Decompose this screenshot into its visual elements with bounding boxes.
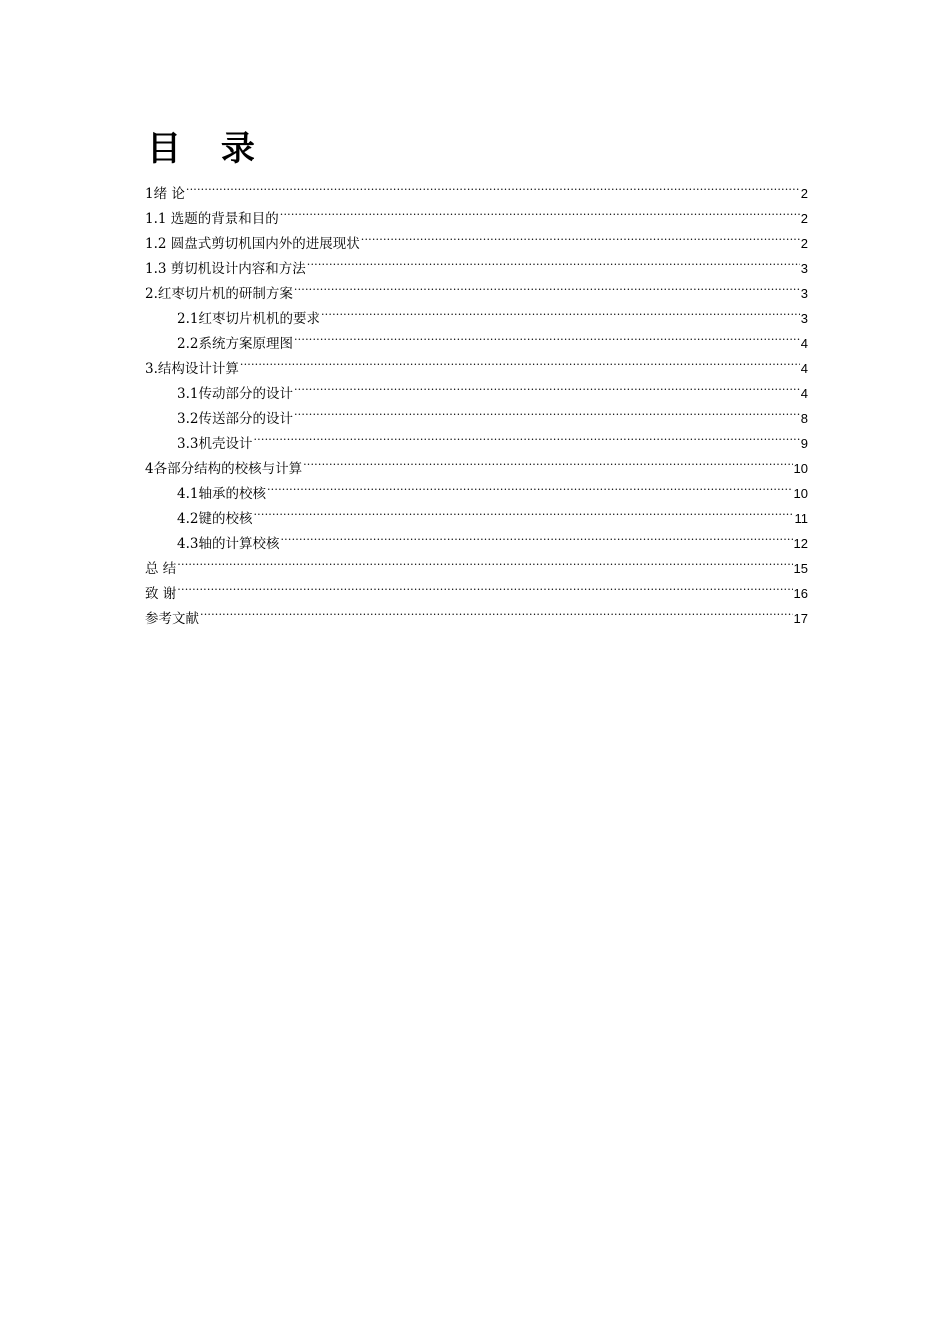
toc-page-number: 2	[800, 186, 808, 201]
toc-page-number: 9	[800, 436, 808, 451]
toc-dot-leader	[280, 523, 792, 548]
toc-dot-leader	[294, 398, 800, 423]
toc-entry-text: 1.2 圆盘式剪切机国内外的进展现状	[145, 236, 360, 252]
toc-dot-leader	[177, 573, 792, 598]
toc-entry-text: 参考文献	[145, 611, 199, 627]
toc-dot-leader	[307, 248, 800, 273]
toc-dot-leader	[294, 323, 800, 348]
toc-entry-text: 1.1 选题的背景和目的	[145, 211, 279, 227]
toc-dot-leader	[186, 173, 800, 198]
toc-entry[interactable]	[145, 173, 808, 202]
toc-page-number: 4	[800, 336, 808, 351]
toc-page-number: 10	[793, 486, 808, 501]
toc-dot-leader	[294, 273, 800, 298]
toc-entry-text: 2.2系统方案原理图	[177, 336, 293, 352]
toc-page-number: 8	[800, 411, 808, 426]
toc-page-number: 2	[800, 211, 808, 226]
toc-dot-leader	[240, 348, 800, 373]
toc-entry-text: 致 谢	[145, 586, 177, 602]
toc-entry-text: 2.1红枣切片机机的要求	[177, 311, 320, 327]
toc-entry-text: 4各部分结构的校核与计算	[145, 461, 303, 477]
toc-dot-leader	[294, 373, 800, 398]
toc-dot-leader	[200, 598, 793, 623]
toc-entry-text: 3.3机壳设计	[177, 436, 253, 452]
toc-entry[interactable]	[145, 548, 808, 577]
toc-page-number: 4	[800, 361, 808, 376]
toc-entry-text: 3.1传动部分的设计	[177, 386, 293, 402]
toc-page-number: 15	[793, 561, 808, 576]
toc-dot-leader	[361, 223, 800, 248]
toc-entry-text: 3.结构设计计算	[145, 361, 239, 377]
toc-entry[interactable]	[145, 373, 808, 402]
toc-dot-leader	[321, 298, 800, 323]
toc-page-number: 16	[793, 586, 808, 601]
toc-entry-text: 4.2键的校核	[177, 511, 253, 527]
toc-entry-text: 4.1轴承的校核	[177, 486, 266, 502]
toc-entry-text: 3.2传送部分的设计	[177, 411, 293, 427]
toc-entry-text: 4.3轴的计算校核	[177, 536, 280, 552]
toc-entry[interactable]	[145, 598, 808, 627]
toc-entry-text: 总 结	[145, 561, 177, 577]
toc-dot-leader	[303, 448, 792, 473]
toc-entry[interactable]	[145, 198, 808, 227]
toc-dot-leader	[280, 198, 800, 223]
toc-entry-text: 2.红枣切片机的研制方案	[145, 286, 293, 302]
toc-page-number: 3	[800, 311, 808, 326]
toc-page-number: 3	[800, 261, 808, 276]
table-of-contents	[145, 173, 808, 627]
toc-page-number: 10	[793, 461, 808, 476]
toc-page-number: 12	[793, 536, 808, 551]
toc-page-number: 11	[794, 511, 808, 526]
toc-dot-leader	[177, 548, 792, 573]
toc-entry[interactable]	[145, 348, 808, 377]
toc-title: 目 录	[147, 129, 269, 169]
toc-page-number: 4	[800, 386, 808, 401]
toc-page-number: 2	[800, 236, 808, 251]
toc-entry[interactable]	[145, 573, 808, 602]
toc-dot-leader	[267, 473, 793, 498]
toc-dot-leader	[253, 423, 799, 448]
toc-entry-text: 1.3 剪切机设计内容和方法	[145, 261, 306, 277]
toc-dot-leader	[253, 498, 793, 523]
toc-entry-text: 1绪 论	[145, 186, 185, 202]
toc-page-number: 3	[800, 286, 808, 301]
toc-page-number: 17	[793, 611, 808, 626]
